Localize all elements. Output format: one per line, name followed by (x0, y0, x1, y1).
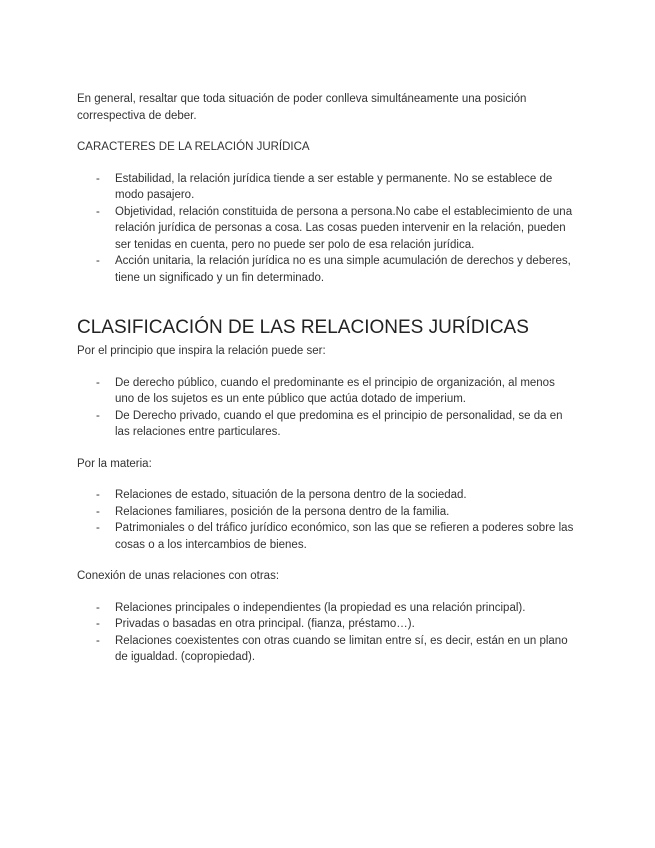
bullet-dash: - (96, 618, 100, 630)
list-item: - Relaciones coexistentes con otras cuando se limitan entre sí, es decir, están en un plano de igualdad. (copropiedad). (96, 634, 568, 663)
list-item: - De Derecho privado, cuando el que predomina es el principio de personalidad, se da en las relaciones entre particulares. (96, 409, 563, 438)
conexion-list (77, 600, 577, 666)
document-page (77, 91, 577, 681)
bullet-dash: - (96, 205, 100, 218)
intro-paragraph: En general, resaltar que toda situación de poder conlleva simultáneamente una posición correspectiva de deber. (77, 93, 527, 122)
bullet-dash: - (96, 601, 100, 614)
bullet-dash: - (96, 255, 100, 267)
caracteres-list (77, 171, 577, 287)
bullet-dash: - (96, 172, 100, 185)
group-lead-principio: Por el principio que inspira la relación puede ser: (77, 345, 326, 357)
list-item: - Patrimoniales o del tráfico jurídico económico, son las que se refieren a poderes sobre las cosas o a los intercambios de bienes. (96, 522, 574, 551)
section-heading-clasificacion: CLASIFICACIÓN DE LAS RELACIONES JURÍDICAS (77, 317, 529, 338)
list-item: - Acción unitaria, la relación jurídica no es una simple acumulación de derechos y deberes, tiene un significado y un fin determinado. (96, 255, 571, 284)
group-lead-conexion: Conexión de unas relaciones con otras: (77, 570, 280, 582)
bullet-dash: - (96, 522, 100, 534)
list-item: - De derecho público, cuando el predominante es el principio de organización, al menos uno de los sujetos es un ente público que actúa dotado de imperium. (96, 376, 555, 405)
list-item: - Relaciones familiares, posición de la persona dentro de la familia. (77, 504, 577, 521)
list-item: - Privadas o basadas en otra principal. (fianza, préstamo…). (77, 616, 577, 633)
materia-list (77, 487, 577, 553)
section-heading-caracteres: CARACTERES DE LA RELACIÓN JURÍDICA (77, 141, 310, 153)
bullet-dash: - (96, 634, 100, 647)
bullet-dash: - (96, 489, 100, 501)
group-lead-materia: Por la materia: (77, 457, 152, 470)
list-item: - Estabilidad, la relación jurídica tiende a ser estable y permanente. No se establece de modo pasajero. (96, 172, 553, 201)
bullet-dash: - (96, 409, 100, 422)
principio-list (77, 375, 577, 441)
list-item: - Objetividad, relación constituida de persona a persona.No cabe el establecimiento de una relación jurídica de personas a cosa. Las cosas pueden intervenir en la relación, pueden ser tenidas en cuenta, pero no puede ser polo de esa relación jurídica. (96, 205, 573, 251)
list-item: - Relaciones de estado, situación de la persona dentro de la sociedad. (77, 487, 577, 504)
bullet-dash: - (96, 376, 100, 389)
bullet-dash: - (96, 505, 100, 518)
list-item: - Relaciones principales o independientes (la propiedad es una relación principal). (77, 600, 577, 617)
